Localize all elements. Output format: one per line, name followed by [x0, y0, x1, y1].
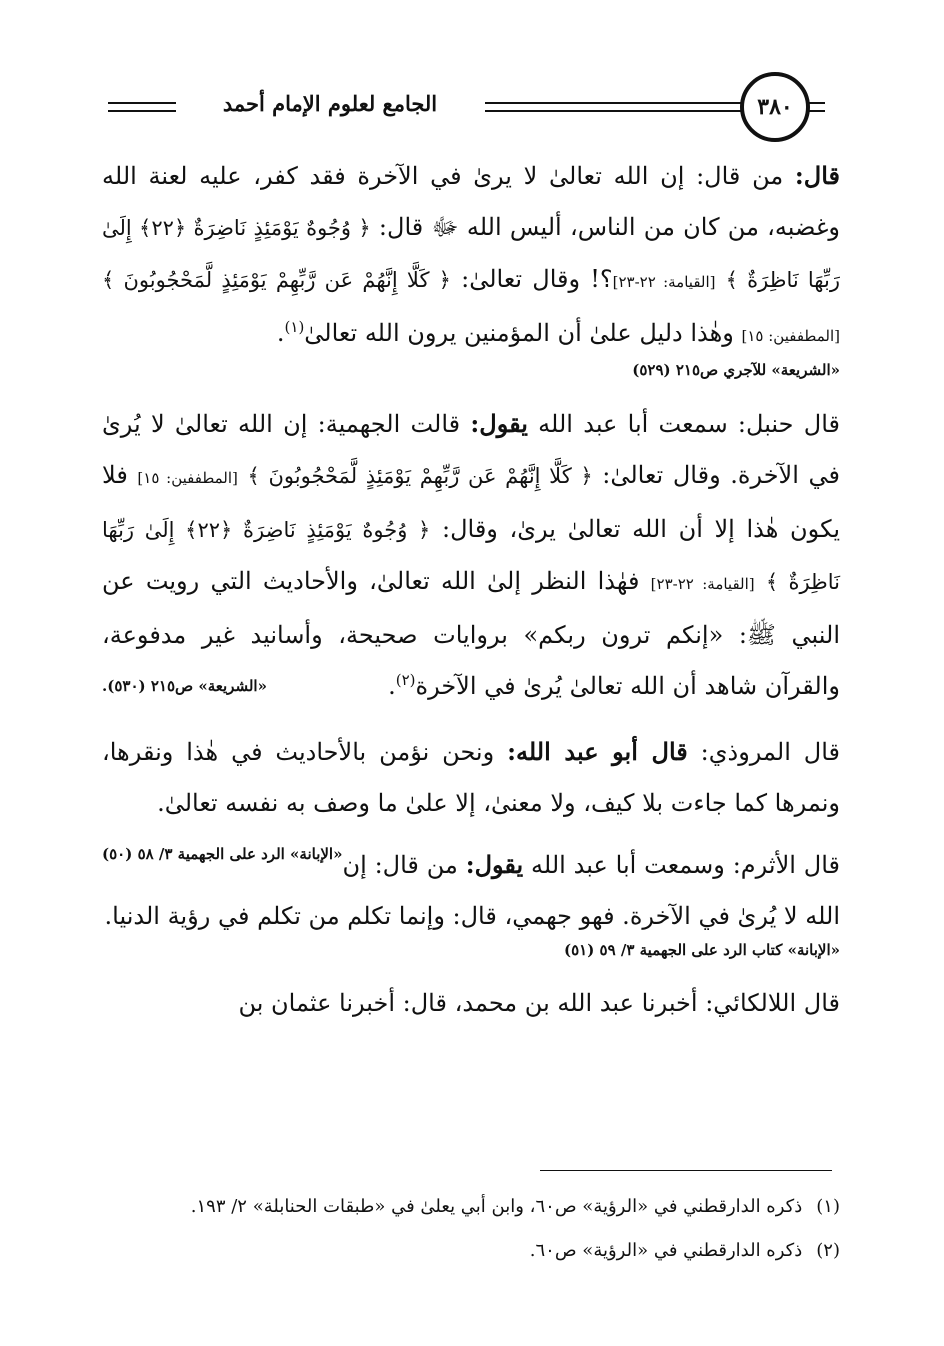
paragraph-3 [102, 726, 840, 863]
footnote-2 [120, 1229, 840, 1273]
quran-reference: [المطففين: ١٥] [741, 327, 840, 345]
footnote-separator [540, 1170, 832, 1171]
footnote-marker[interactable]: (١) [284, 318, 305, 336]
footnote-text: ذكره الدارقطني في «الرؤية» ص٦٠، وابن أبي يعلىٰ في «طبقات الحنابلة» ٢/ ١٩٣. [190, 1196, 803, 1217]
paragraph-text: فلا يكون هٰذا إلا أن الله تعالىٰ يرىٰ، وقال: [102, 461, 841, 543]
source-citation: «الشريعة» للآجري ص٢١٥ (٥٢٩) [632, 361, 840, 379]
quran-quote: ﴿ كَلَّا إِنَّهُمْ عَن رَّبِّهِمْ يَوْمَئِذٍ لَّمَحْجُوبُونَ ﴾ [102, 268, 451, 292]
paragraph-text: قالت الجهمية: إن الله تعالىٰ لا يُرىٰ في الآخرة. وقال تعالىٰ: [102, 410, 840, 489]
footnote-marker[interactable]: (٢) [395, 671, 416, 689]
footnotes [120, 1185, 840, 1273]
paragraph-text: قال اللالكائي: أخبرنا عبد الله بن محمد، قال: أخبرنا عثمان بن [238, 989, 840, 1017]
bold-phrase: قال أبو عبد الله: [507, 737, 688, 766]
quran-reference: [القيامة: ٢٢-٢٣] [650, 575, 755, 593]
paragraph-text: من قال: إن الله لا يُرىٰ في الآخرة. فهو جهمي، قال: وإنما تكلم من تكلم في رؤية الدنيا. [104, 851, 840, 930]
paragraph-1 [102, 150, 840, 362]
paragraph-text: وهٰذا دليل علىٰ أن المؤمنين يرون الله تعالىٰ [304, 319, 742, 347]
paragraph-text: ؟! وقال تعالىٰ: [450, 265, 613, 293]
paragraph-text: قال حنبل: سمعت أبا عبد الله [527, 410, 840, 438]
paragraph-text: قال المروذي: [687, 738, 840, 766]
paragraph-5 [102, 978, 840, 1029]
quran-reference: [القيامة: ٢٢-٢٣] [612, 273, 716, 291]
quran-quote: ﴿ كَلَّا إِنَّهُمْ عَن رَّبِّهِمْ يَوْمَئِذٍ لَّمَحْجُوبُونَ ﴾ [247, 464, 593, 488]
footnote-number: (١) [816, 1196, 840, 1217]
book-title: الجامع لعلوم الإمام أحمد [222, 91, 438, 116]
bold-phrase: يقول: [470, 409, 528, 438]
speaker-label: قال: [794, 161, 840, 190]
paragraph-text: قال الأثرم: وسمعت أبا عبد الله [523, 851, 840, 879]
main-text [102, 150, 840, 1029]
footnote-text: ذكره الدارقطني في «الرؤية» ص٦٠. [529, 1240, 803, 1261]
footnote-1 [120, 1185, 840, 1229]
bold-phrase: يقول: [465, 850, 524, 879]
footnote-number: (٢) [816, 1240, 840, 1261]
paragraph-text: ونحن نؤمن بالأحاديث في هٰذا ونقرها، ونمرها كما جاءت بلا كيف، ولا معنىٰ، إلا علىٰ ما وصف به نفسه تعالىٰ. [102, 738, 840, 817]
header-rule-left [108, 102, 176, 112]
source-citation: «الشريعة» ص٢١٥ (٥٣٠). [102, 677, 267, 695]
paragraph-text: فهٰذا النظر إلىٰ الله تعالىٰ، والأحاديث التي رويت عن النبي ﷺ: «إنكم ترون ربكم» بروايات صحيحة، وأسانيد غير مدفوعة، والقرآن شاهد أن الله تعالىٰ يُرىٰ في الآخرة [102, 567, 840, 700]
quran-quote: ﴿ وُجُوهٌ يَوْمَئِذٍ نَاضِرَةٌ ﴿٢٢﴾ إِلَىٰ رَبِّهَا نَاظِرَةٌ ﴾ [102, 518, 840, 594]
page-number: ٣٨٠ [740, 72, 810, 142]
paragraph-text: . [276, 319, 285, 347]
source-citation: «الإبانة» كتاب الرد على الجهمية ٣/ ٥٩ (٥١) [563, 941, 840, 959]
paragraph-text: . [388, 672, 396, 700]
source-citation: «الإبانة» الرد على الجهمية ٣/ ٥٨ (٥٠) [102, 845, 343, 863]
paragraph-2 [102, 398, 840, 712]
quran-reference: [المطففين: ١٥] [137, 469, 238, 487]
running-header [100, 72, 844, 142]
quran-quote: ﴿ وُجُوهٌ يَوْمَئِذٍ نَاضِرَةٌ ﴿٢٢﴾ إِلَىٰ رَبِّهَا نَاظِرَةٌ ﴾ [102, 216, 840, 292]
paragraph-text: من قال: إن الله تعالىٰ لا يرىٰ في الآخرة فقد كفر، عليه لعنة الله وغضبه، من كان من الناس، أليس الله ﷻ قال: [102, 162, 840, 241]
